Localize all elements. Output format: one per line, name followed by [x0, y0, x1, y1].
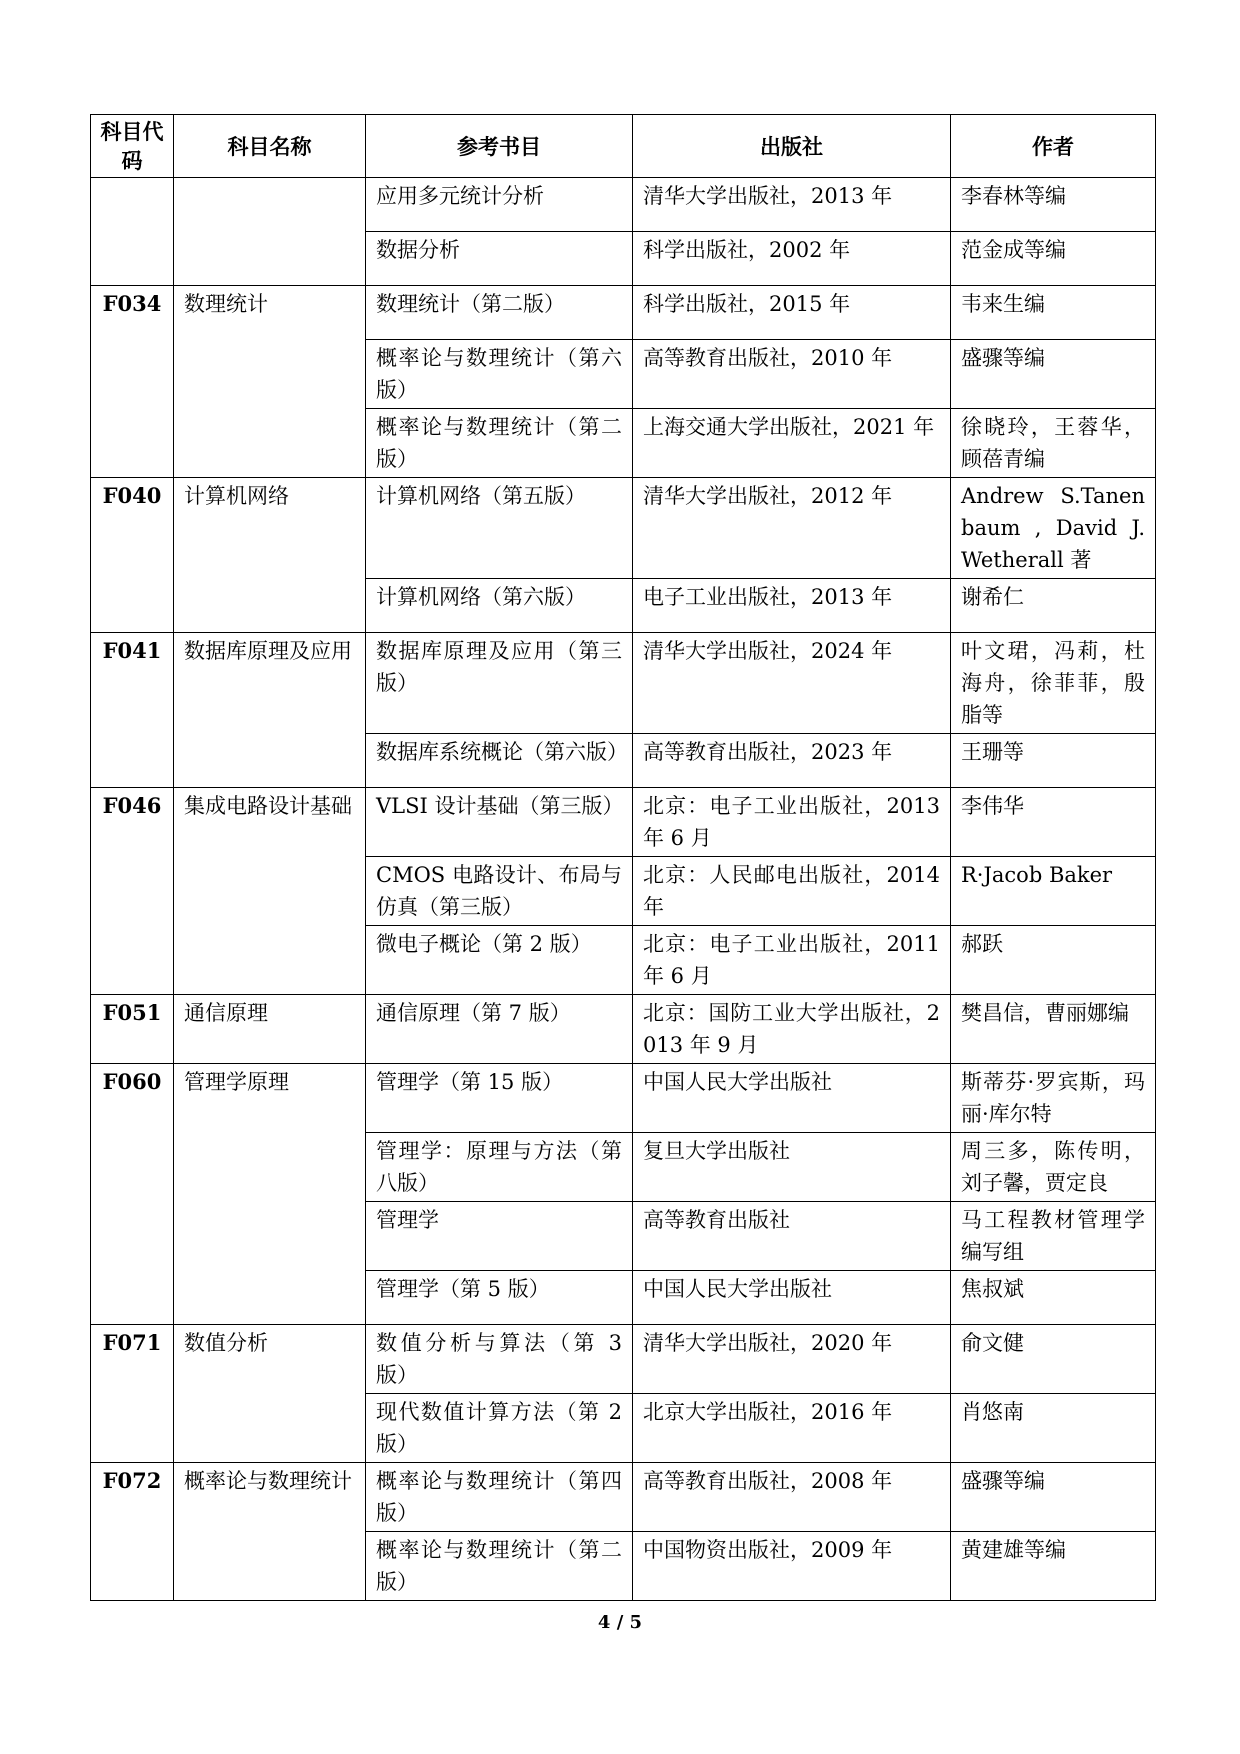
book-title: 概率论与数理统计（第二版）	[366, 1532, 633, 1601]
book-author: 韦来生编	[951, 286, 1156, 340]
subject-name: 集成电路设计基础	[174, 788, 366, 995]
table-row	[91, 478, 1156, 579]
subject-code: F072	[91, 1463, 174, 1601]
book-title: 概率论与数理统计（第四版）	[366, 1463, 633, 1532]
header-publisher: 出版社	[633, 115, 951, 178]
table-body	[91, 178, 1156, 1601]
book-author: 周三多，陈传明，刘子馨，贾定良	[951, 1133, 1156, 1202]
subject-name	[174, 178, 366, 286]
book-author: 俞文健	[951, 1325, 1156, 1394]
table-row	[91, 286, 1156, 340]
book-author: 盛骤等编	[951, 340, 1156, 409]
book-author: 马工程教材管理学编写组	[951, 1202, 1156, 1271]
book-publisher: 北京：电子工业出版社，2013 年 6 月	[633, 788, 951, 857]
subject-name: 数值分析	[174, 1325, 366, 1463]
book-author: 叶文珺，冯莉，杜海舟，徐菲菲，殷脂等	[951, 633, 1156, 734]
book-author: 范金成等编	[951, 232, 1156, 286]
table-row	[91, 178, 1156, 232]
header-name: 科目名称	[174, 115, 366, 178]
book-title: VLSI 设计基础（第三版）	[366, 788, 633, 857]
page-number: 4 / 5	[597, 1612, 643, 1633]
book-publisher: 清华大学出版社，2024 年	[633, 633, 951, 734]
book-author: Andrew S.Tanenbaum , David J. Wetherall 著	[951, 478, 1156, 579]
book-title: 数理统计（第二版）	[366, 286, 633, 340]
table-row	[91, 788, 1156, 857]
table-row	[91, 633, 1156, 734]
book-publisher: 高等教育出版社	[633, 1202, 951, 1271]
book-publisher: 北京大学出版社，2016 年	[633, 1394, 951, 1463]
book-author: 李伟华	[951, 788, 1156, 857]
subject-code: F071	[91, 1325, 174, 1463]
book-author: 李春林等编	[951, 178, 1156, 232]
book-publisher: 科学出版社，2002 年	[633, 232, 951, 286]
book-title: 计算机网络（第六版）	[366, 579, 633, 633]
subject-name: 数理统计	[174, 286, 366, 478]
book-publisher: 上海交通大学出版社，2021 年	[633, 409, 951, 478]
book-publisher: 北京：人民邮电出版社，2014 年	[633, 857, 951, 926]
book-author: 徐晓玲，王蓉华，顾蓓青编	[951, 409, 1156, 478]
book-title: 管理学：原理与方法（第八版）	[366, 1133, 633, 1202]
book-author: 盛骤等编	[951, 1463, 1156, 1532]
subject-code: F051	[91, 995, 174, 1064]
table-row	[91, 1064, 1156, 1133]
subject-code: F041	[91, 633, 174, 788]
book-title: 现代数值计算方法（第 2 版）	[366, 1394, 633, 1463]
book-publisher: 高等教育出版社，2010 年	[633, 340, 951, 409]
subject-code: F040	[91, 478, 174, 633]
book-title: 数据库原理及应用（第三版）	[366, 633, 633, 734]
book-title: 概率论与数理统计（第二版）	[366, 409, 633, 478]
book-title: CMOS 电路设计、布局与仿真（第三版）	[366, 857, 633, 926]
book-title: 数据库系统概论（第六版）	[366, 734, 633, 788]
book-title: 数据分析	[366, 232, 633, 286]
book-author: 斯蒂芬·罗宾斯，玛丽·库尔特	[951, 1064, 1156, 1133]
subject-name: 通信原理	[174, 995, 366, 1064]
book-publisher: 电子工业出版社，2013 年	[633, 579, 951, 633]
book-author: 郝跃	[951, 926, 1156, 995]
book-publisher: 中国物资出版社，2009 年	[633, 1532, 951, 1601]
header-author: 作者	[951, 115, 1156, 178]
book-author: 焦叔斌	[951, 1271, 1156, 1325]
subject-name: 计算机网络	[174, 478, 366, 633]
header-book: 参考书目	[366, 115, 633, 178]
book-publisher: 清华大学出版社，2012 年	[633, 478, 951, 579]
subject-code: F060	[91, 1064, 174, 1325]
table-row	[91, 1325, 1156, 1394]
table-header-row	[91, 115, 1156, 178]
book-publisher: 中国人民大学出版社	[633, 1064, 951, 1133]
book-publisher: 中国人民大学出版社	[633, 1271, 951, 1325]
book-publisher: 北京：国防工业大学出版社，2013 年 9 月	[633, 995, 951, 1064]
subject-code: F046	[91, 788, 174, 995]
book-title: 数值分析与算法（第 3 版）	[366, 1325, 633, 1394]
book-title: 应用多元统计分析	[366, 178, 633, 232]
book-title: 概率论与数理统计（第六版）	[366, 340, 633, 409]
subject-code: F034	[91, 286, 174, 478]
book-publisher: 清华大学出版社，2013 年	[633, 178, 951, 232]
book-title: 管理学	[366, 1202, 633, 1271]
book-title: 管理学（第 15 版）	[366, 1064, 633, 1133]
subject-code	[91, 178, 174, 286]
book-publisher: 科学出版社，2015 年	[633, 286, 951, 340]
book-title: 计算机网络（第五版）	[366, 478, 633, 579]
reference-book-table	[90, 114, 1156, 1601]
book-author: 谢希仁	[951, 579, 1156, 633]
book-author: 肖悠南	[951, 1394, 1156, 1463]
book-author: 黄建雄等编	[951, 1532, 1156, 1601]
subject-name: 数据库原理及应用	[174, 633, 366, 788]
book-publisher: 高等教育出版社，2008 年	[633, 1463, 951, 1532]
subject-name: 管理学原理	[174, 1064, 366, 1325]
book-author: 樊昌信，曹丽娜编	[951, 995, 1156, 1064]
book-publisher: 复旦大学出版社	[633, 1133, 951, 1202]
book-publisher: 北京：电子工业出版社，2011 年 6 月	[633, 926, 951, 995]
book-publisher: 清华大学出版社，2020 年	[633, 1325, 951, 1394]
subject-name: 概率论与数理统计	[174, 1463, 366, 1601]
book-title: 管理学（第 5 版）	[366, 1271, 633, 1325]
book-publisher: 高等教育出版社，2023 年	[633, 734, 951, 788]
header-code: 科目代码	[91, 115, 174, 178]
book-author: 王珊等	[951, 734, 1156, 788]
table-row	[91, 1463, 1156, 1532]
book-author: R·Jacob Baker	[951, 857, 1156, 926]
book-title: 通信原理（第 7 版）	[366, 995, 633, 1064]
table-row	[91, 995, 1156, 1064]
book-title: 微电子概论（第 2 版）	[366, 926, 633, 995]
